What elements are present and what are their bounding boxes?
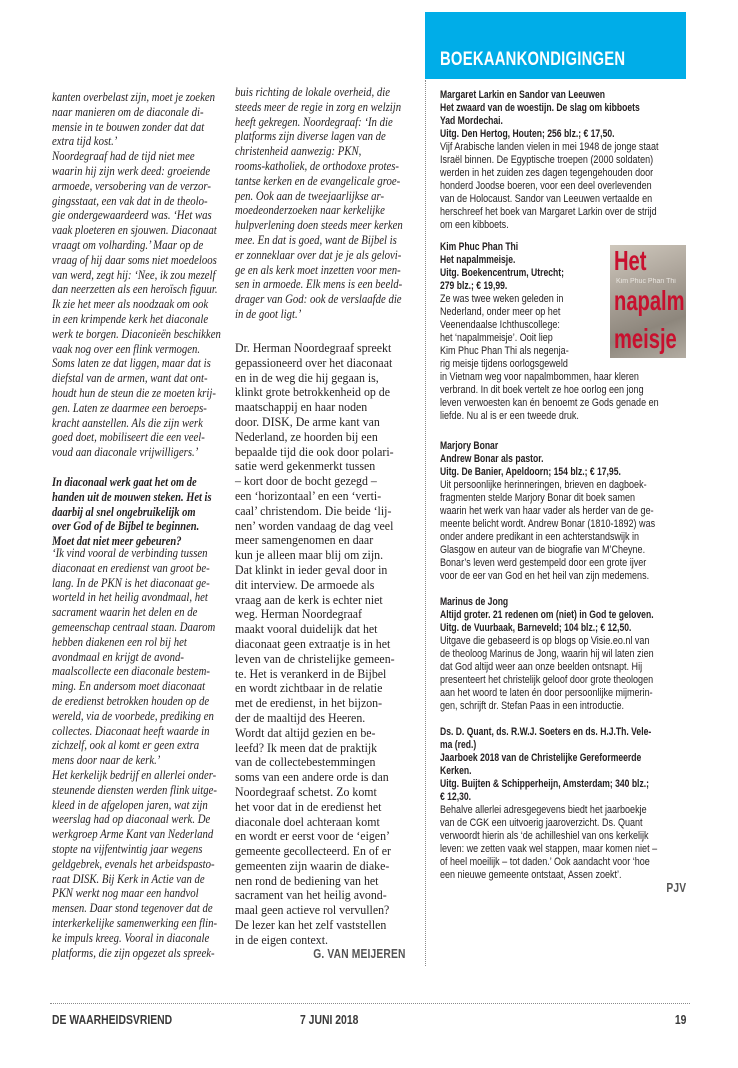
article-paragraph: kanten overbelast zijn, moet je zoeken naar manieren om de diaconale di- mensie in te bouwen zonder dat dat extra tijd kost.’ Noordegraaf had de tijd niet mee waarin hij zijn werk deed: groeiende armoede, versobering van de verzor- gingsstaat, een vak dat in de theolo- gie ondergewaardeerd was. ‘Het was vaak ploeteren en sjouwen. Diaconaat vraagt om volharding.’ Maar op de vraag of hij daar soms niet moedeloos van werd, zegt hij: ‘Nee, ik zou mezelf dan neerzetten als een heroïsch figuur. Ik zie het meer als noodzaak om ook in een krimpende kerk het diaconale werk te borgen. Diaconieën beschikken vaak nog over een flink vermogen. Soms laten ze dat liggen, maar dat is diefstal van de armen, want dat ont- houdt hun de steun die ze moeten krij- gen. Laten ze daarmee een beroeps- kracht aanstellen. Als die zijn werk goed doet, mobiliseert die een veel- voud aan diaconale vrijwilligers.’ [52, 90, 221, 460]
publication-name: DE WAARHEIDSVRIEND [52, 1012, 173, 1027]
book-description: Uitgave die gebaseerd is op blogs op Visie.eo.nl van de theoloog Marinus de Jong, waarin hij wil laten zien dat God altijd weer aan onze beelden ontsnapt. Hij presenteert het christelijk geloof door grote theologen aan het woord te laten én door persoonlijke mijmerin- gen, schrijft dr. Stefan Paas in een introductie. [440, 635, 654, 712]
article-paragraph: ‘Ik vind vooral de verbinding tussen diaconaat en eredienst van groot be- lang. In de PKN is het diaconaat ge- worteld in het heilig avondmaal, het sacrament waarin het delen en de gemeenschap centraal staan. Daarom hebben diakenen een rol bij het avondmaal en krijgt de avond- maalscollecte een diaconale bestem- ming. En andersom moet diaconaat de eredienst betrokken houden op de wereld, via de voorbede, prediking en collectes. Diaconaat heeft waarde in zichzelf, ook al komt er geen extra mens door naar de kerk.’ Het kerkelijk bedrijf en allerlei onder- steunende diensten werden flink uitge- kleed in de afgelopen jaren, wat zijn weerslag had op diaconaal werk. De werkgroep Arme Kant van Nederland stopte na vijfentwintig jaar wegens geldgebrek, evenals het arbeidspasto- raat DISK. Bij Kerk in Actie van de PKN werkt nog maar een handvol mensen. Daar stond tegenover dat de interkerkelijke samenwerking een flin- ke impuls kreeg. Vooral in diaconale platforms, die zijn opgezet als spreek- [52, 546, 218, 960]
page-number: 19 [674, 1012, 686, 1027]
book-header: Margaret Larkin en Sandor van Leeuwen Het zwaard van de woestijn. De slag om kibboets Yad Mordechai. Uitg. Den Hertog, Houten; 256 blz.; € 17,50. [440, 89, 640, 140]
column-divider [425, 80, 426, 966]
section-title: BOEKAANKONDIGINGEN [440, 49, 626, 70]
book-entry [440, 440, 702, 583]
book-entry [440, 89, 706, 232]
article-author: G. VAN MEIJEREN [313, 947, 406, 961]
book-entry [440, 596, 714, 713]
book-header: Marinus de Jong Altijd groter. 21 redenen om (niet) in God te geloven. Uitg. de Vuurbaak, Barneveld; 104 blz.; € 12,50. [440, 596, 654, 634]
interview-question: In diaconaal werk gaat het om de handen uit de mouwen steken. Het is daarbij al snel ongebruikelijk om over God of de Bijbel te beginnen. Moet dat niet meer gebeuren? [52, 475, 212, 549]
book-description: Ze was twee weken geleden in Nederland, onder meer op het Veenendaalse Ichthuscollege: het ‘napalmmeisje’. Ooit liep Kim Phuc Phan Thi als negenja- rig meisje tijdens oorlogsgeweld in Vietnam weg voor napalmbommen, haar kleren verbrand. In dit boek vertelt ze hoe oorlog een jong leven verwoesten kan én benoemt ze Gods genade en liefde. Nu al is er een tweede druk. [440, 293, 659, 422]
book-cover-image [610, 245, 686, 358]
book-description: Vijf Arabische landen vielen in mei 1948 de jonge staat Israël binnen. De Egyptische troepen (2000 soldaten) werden in het zuiden zes dagen tegengehouden door honderd Joodse boeren, voor een deel overlevenden van de Holocaust. Sandor van Leeuwen vertaalde en herschreef het boek van Margaret Larkin over de strijd om een kibboets. [440, 141, 659, 231]
reviewer-initials: PJV [666, 881, 686, 895]
book-header: Ds. D. Quant, ds. R.W.J. Soeters en ds. H.J.Th. Vele- ma (red.) Jaarboek 2018 van de Christelijke Gereformeerde Kerken. Uitg. Buijten & Schipperheijn, Amsterdam; 340 blz.; € 12,30. [440, 726, 652, 803]
section-header [425, 12, 686, 79]
book-header: Marjory Bonar Andrew Bonar als pastor. Uitg. De Banier, Apeldoorn; 154 blz.; € 17,95. [440, 440, 621, 478]
article-paragraph: buis richting de lokale overheid, die steeds meer de regie in zorg en welzijn heeft gekregen. Noordegraaf: ‘In die platforms zijn diverse lagen van de christenheid aanwezig: PKN, rooms-katholiek, de orthodoxe protes- tantse kerken en de evangelicale groe- pen. Ook aan de tweejaarlijkse ar- moedeonderzoeken naar kerkelijke hulpverlening doen steeds meer kerken mee. En dat is goed, want de Bijbel is er zonneklaar over dat je je als gelovi- ge en als kerk moet inzetten voor men- sen in armoede. Elk mens is een beeld- drager van God: ook de verslaafde die in de goot ligt.’ [235, 85, 403, 321]
cover-title: meisje [614, 323, 677, 354]
book-description: Behalve allerlei adresgegevens biedt het jaarboekje van de CGK een uitvoerig jaaroverzicht. Ds. Quant verwoordt hierin als ‘de achilleshiel van ons kerkelijk leven: we zetten vaak wel stappen, maar komen niet – of heel moeilijk – tot daden.’ Ook aandacht voor ‘hoe een nieuwe gemeente ontstaat, Assen zoekt’. [440, 804, 658, 881]
book-header: Kim Phuc Phan Thi Het napalmmeisje. Uitg. Boekencentrum, Utrecht; 279 blz.; € 19,99. [440, 241, 564, 292]
article-commentary: Dr. Herman Noordegraaf spreekt gepassioneerd over het diaconaat en in de weg die hij gegaan is, klinkt grote betrokkenheid op de maatschappij en haar noden door. DISK, De arme kant van Nederland, ze hoorden bij een bepaalde tijd die ook door polari- satie werd gekenmerkt tussen – kort door de bocht gezegd – een ‘horizontaal’ en een ‘verti- caal’ christendom. Die beide ‘lij- nen’ worden vandaag de dag veel meer samengenomen en daar kun je alleen maar blij om zijn. Dat klinkt in ieder geval door in dit interview. De armoede als vraag aan de kerk is echter niet weg. Herman Noordegraaf maakt vooral duidelijk dat het diaconaat geen extraatje is in het leven van de christelijke gemeen- te. Het is verankerd in de Bijbel en wordt zichtbaar in de relatie met de eredienst, in het bijzon- der de maaltijd des Heeren. Wordt dat altijd gezien en be- leefd? Ik meen dat de praktijk van de collectebestemmingen soms van een andere orde is dan Noordegraaf schetst. Zo komt het voor dat in de eredienst het diaconale doel achteraan komt en wordt er eerst voor de ‘eigen’ gemeente gecollecteerd. En of er gemeenten zijn waarin de diake- nen rond de bediening van het sacrament van het heilig avond- maal geen actieve rol vervullen? De lezer kan het zelf vaststellen in de eigen context. [235, 341, 395, 947]
cover-title: Het [614, 245, 647, 276]
cover-author: Kim Phuc Phan Thi [616, 278, 676, 285]
book-entry [440, 726, 711, 882]
issue-date: 7 JUNI 2018 [300, 1012, 359, 1027]
footer-divider [50, 1003, 690, 1004]
cover-title: napalm [614, 285, 685, 316]
book-description: Uit persoonlijke herinneringen, brieven en dagboek- fragmenten stelde Marjory Bonar dit boek samen waarin het werk van haar vader als herder van de ge- meente belicht wordt. Andrew Bonar (1810-1892) was onder andere predikant in een achterstandswijk in Glasgow en auteur van de biografie van M’Cheyne. Bonar’s leven werd gestempeld door een grote ijver voor de eer van God en het heil van zijn medemens. [440, 479, 656, 582]
